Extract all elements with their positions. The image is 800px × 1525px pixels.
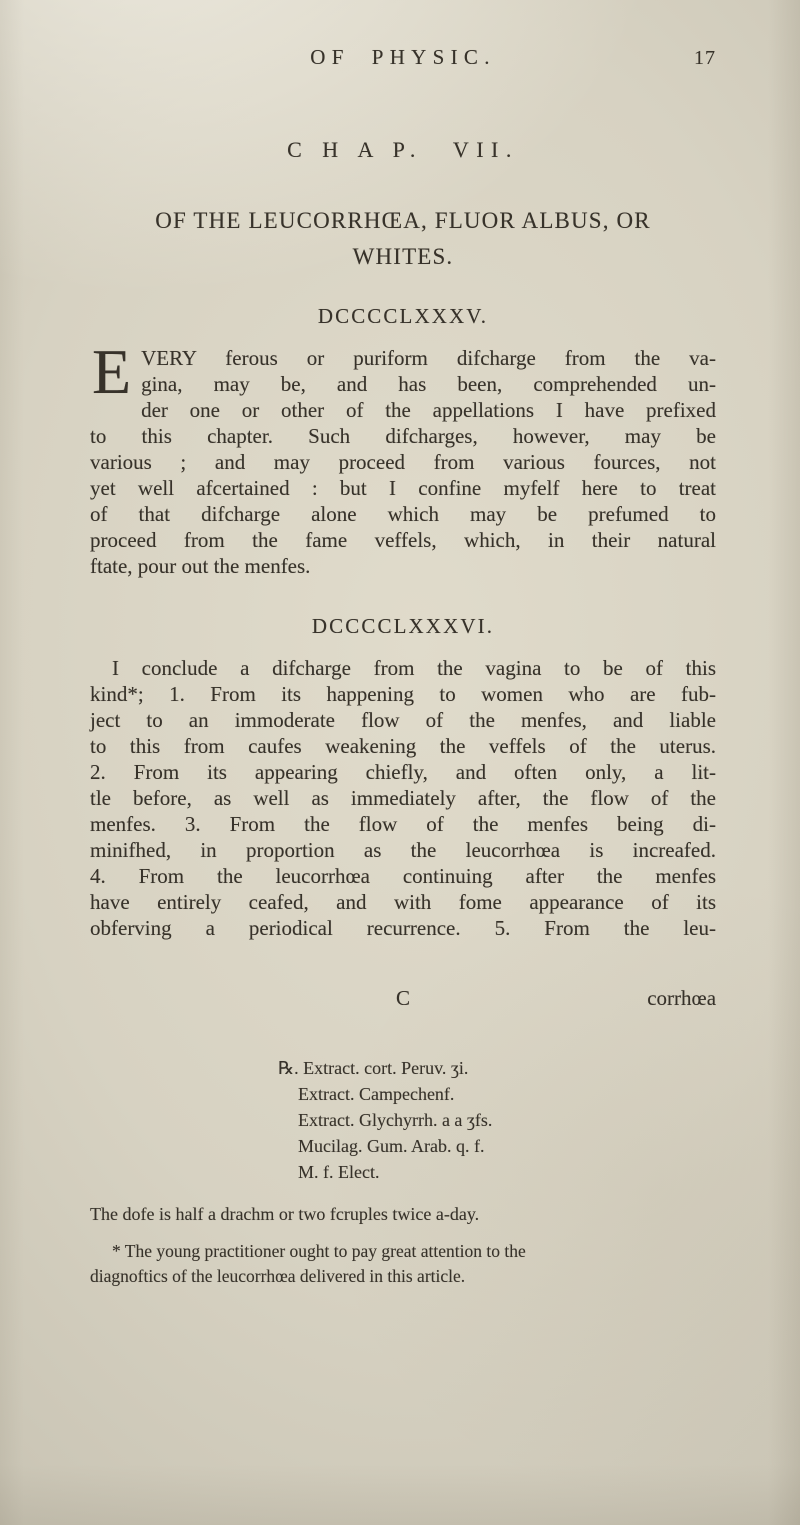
- footnote: [90, 1055, 716, 1289]
- text-line: various ; and may proceed from various fources, not: [90, 450, 716, 474]
- footnote-recipe: [278, 1055, 716, 1185]
- recipe-line: ℞. Extract. cort. Peruv. ʒi.: [278, 1058, 469, 1078]
- text-line: tle before, as well as immediately after, the flow of the: [90, 786, 716, 810]
- section-title-line: WHITES.: [352, 244, 454, 269]
- recipe-line: M. f. Elect.: [298, 1162, 380, 1182]
- section-number-986: DCCCCLXXXVI.: [311, 614, 495, 638]
- recipe-line: Mucilag. Gum. Arab. q. f.: [298, 1136, 485, 1156]
- drop-cap-letter: E: [92, 336, 132, 407]
- text-line: of that difcharge alone which may be prefumed to: [90, 502, 716, 526]
- text-line: 4. From the leucorrhœa continuing after the menfes: [90, 864, 716, 888]
- signature-mark: C: [396, 986, 411, 1010]
- recipe-line: Extract. Campechenf.: [298, 1084, 455, 1104]
- text-line: ftate, pour out the menfes.: [90, 554, 311, 578]
- paragraph-lines: [90, 655, 716, 941]
- footnote-dose: The dofe is half a drachm or two fcruples twice a-day.: [90, 1204, 480, 1224]
- text-line: proceed from the fame veffels, which, in their natural: [90, 528, 716, 552]
- header-spacer: [496, 45, 716, 71]
- catchword: corrhœa: [647, 986, 717, 1010]
- paragraph-lines: [90, 336, 716, 579]
- footnote-note: [90, 1239, 716, 1289]
- text-line: VERY ferous or puriform difcharge from the va-: [141, 346, 716, 370]
- text-line: kind*; 1. From its happening to women who are fub-: [90, 682, 716, 706]
- paragraph-986: [90, 655, 716, 941]
- text-line: I conclude a difcharge from the vagina to be of this: [112, 656, 716, 680]
- text-line: 2. From its appearing chiefly, and often only, a lit-: [90, 760, 716, 784]
- recipe-line: Extract. Glychyrrh. a a ʒfs.: [298, 1110, 493, 1130]
- running-title: OF PHYSIC.: [310, 45, 496, 69]
- text-line: obferving a periodical recurrence. 5. From the leu-: [90, 916, 716, 940]
- text-line: menfes. 3. From the flow of the menfes being di-: [90, 812, 716, 836]
- page-header: [90, 44, 716, 71]
- text-line: ject to an immoderate flow of the menfes, and liable: [90, 708, 716, 732]
- paragraph-985: [90, 336, 716, 579]
- catchword-row: [90, 985, 716, 1011]
- chapter-label: C H A P.: [287, 137, 423, 162]
- text-line: to this from caufes weakening the veffels of the uterus.: [90, 734, 716, 758]
- footnote-line: diagnoftics of the leucorrhœa delivered in this article.: [90, 1266, 466, 1286]
- text-line: minifhed, in proportion as the leucorrhœa is increafed.: [90, 838, 716, 862]
- text-line: der one or other of the appellations I have prefixed: [141, 398, 716, 422]
- text-line: to this chapter. Such difcharges, however, may be: [90, 424, 716, 448]
- footnote-line: * The young practitioner ought to pay great attention to the: [112, 1241, 526, 1261]
- section-number-985: DCCCCLXXXV.: [317, 304, 489, 328]
- page-number: 17: [694, 47, 717, 69]
- catchrow-spacer: [410, 985, 716, 1011]
- text-line: gina, may be, and has been, comprehended un-: [141, 372, 716, 396]
- text-line: have entirely ceafed, and with fome appearance of its: [90, 890, 716, 914]
- text-line: yet well afcertained : but I confine myfelf here to treat: [90, 476, 716, 500]
- chapter-number: VII.: [452, 137, 519, 162]
- chapter-heading: [90, 137, 716, 163]
- section-title: [90, 203, 716, 275]
- section-title-line: OF THE LEUCORRHŒA, FLUOR ALBUS, OR: [155, 208, 651, 233]
